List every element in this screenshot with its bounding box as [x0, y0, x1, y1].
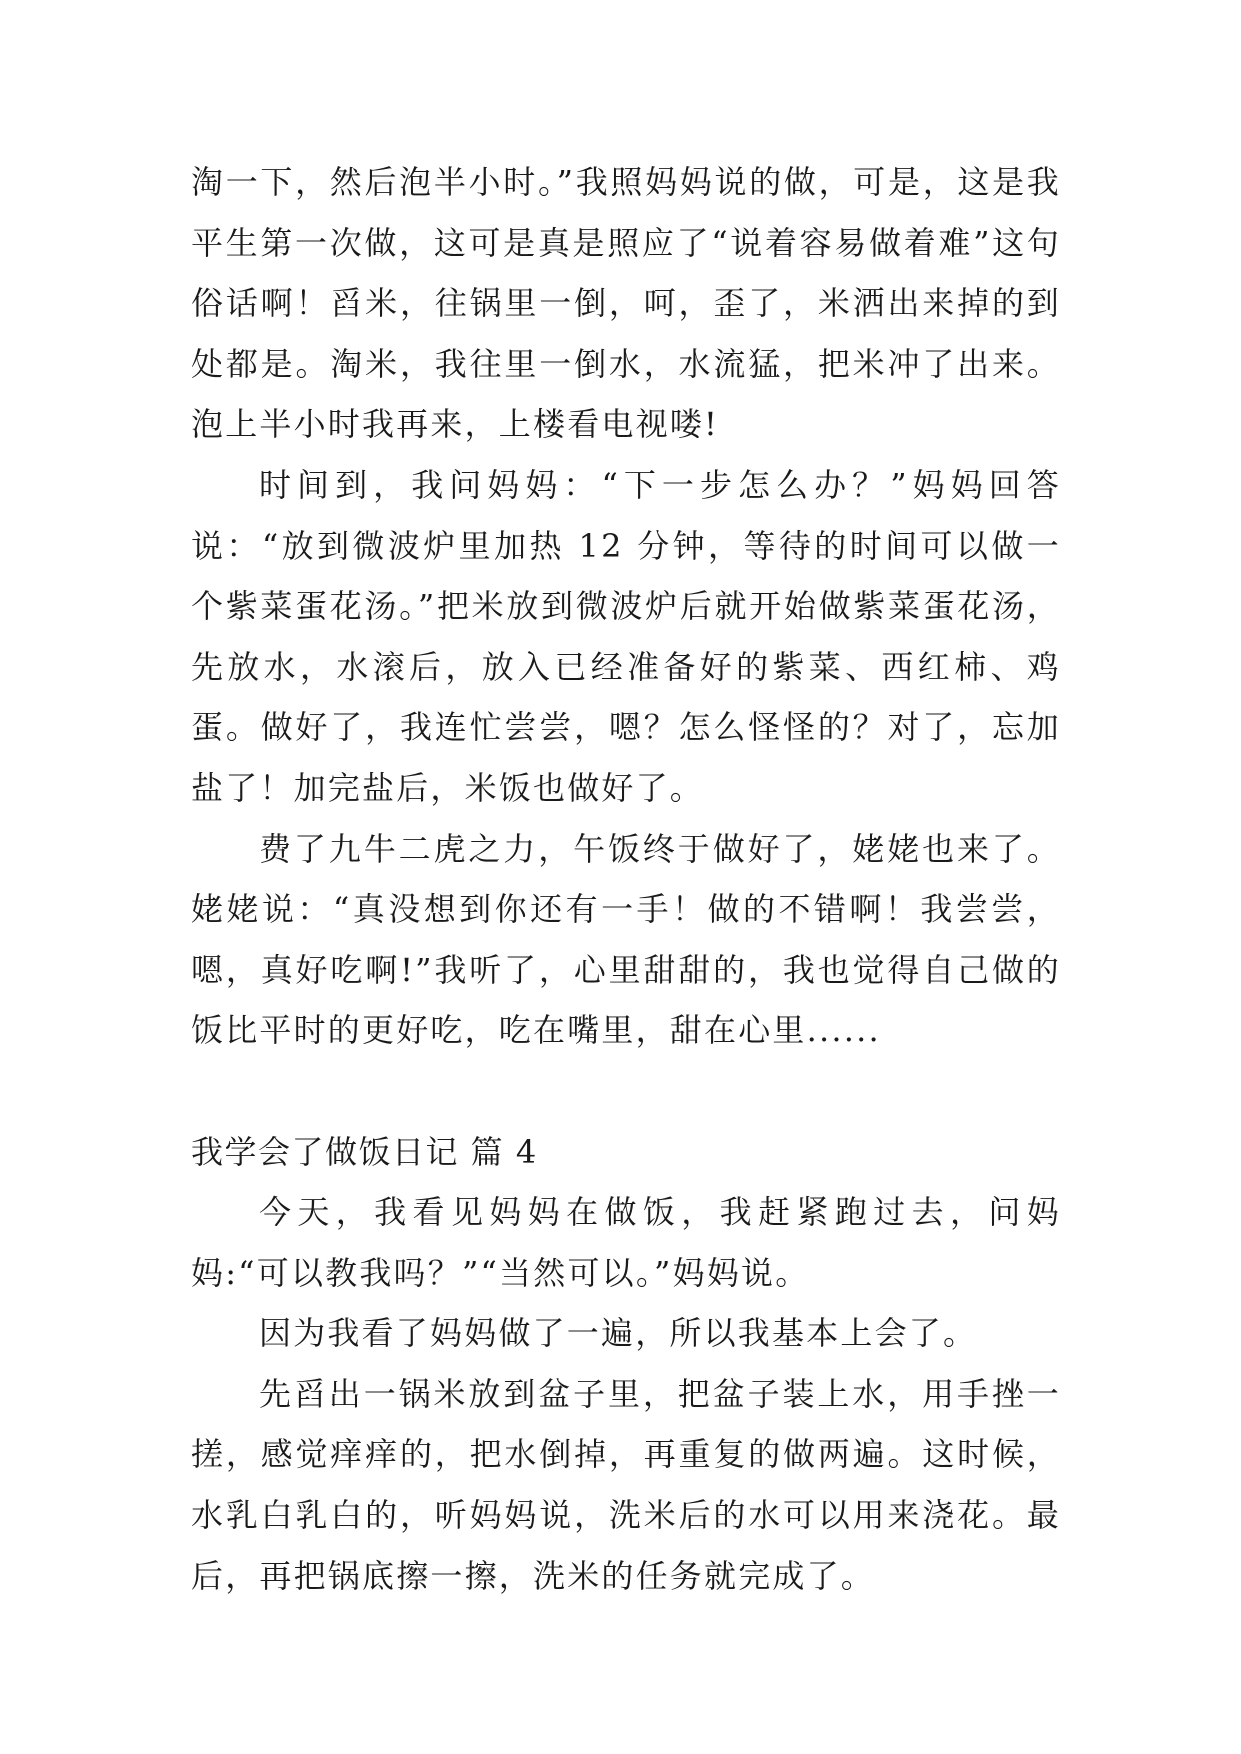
section-title: 我学会了做饭日记 篇 4	[191, 1132, 538, 1171]
paragraph-2: 时间到，我问妈妈：“下一步怎么办？”妈妈回答说：“放到微波炉里加热 12 分钟，等待的时间可以做一个紫菜蛋花汤。”把米放到微波炉后就开始做紫菜蛋花汤，先放水，水滚后，放入已经准备好的紫菜、西红柿、鸡蛋。做好了，我连忙尝尝，嗯？怎么怪怪的？对了，忘加盐了！加完盐后，米饭也做好了。	[191, 465, 1061, 807]
paragraph-4: 今天，我看见妈妈在做饭，我赶紧跑过去，问妈妈:“可以教我吗？”“当然可以。”妈妈说。	[191, 1193, 1061, 1292]
paragraph-6: 先舀出一锅米放到盆子里，把盆子装上水，用手挫一搓，感觉痒痒的，把水倒掉，再重复的做两遍。这时候，水乳白乳白的，听妈妈说，洗米后的水可以用来浇花。最后，再把锅底擦一擦，洗米的任务就完成了。	[191, 1374, 1061, 1595]
paragraph-3: 费了九牛二虎之力，午饭终于做好了，姥姥也来了。姥姥说：“真没想到你还有一手！做的不错啊！我尝尝，嗯，真好吃啊!”我听了，心里甜甜的，我也觉得自己做的饭比平时的更好吃，吃在嘴里，甜在心里......	[191, 829, 1061, 1050]
paragraph-5: 因为我看了妈妈做了一遍，所以我基本上会了。	[259, 1314, 978, 1353]
paragraph-1: 淘一下，然后泡半小时。”我照妈妈说的做，可是，这是我平生第一次做，这可是真是照应了“说着容易做着难”这句俗话啊！舀米，往锅里一倒，呵，歪了，米洒出来掉的到处都是。淘米，我往里一倒水，水流猛，把米冲了出来。泡上半小时我再来，上楼看电视喽!	[191, 163, 1061, 444]
document-body	[191, 152, 1061, 1606]
